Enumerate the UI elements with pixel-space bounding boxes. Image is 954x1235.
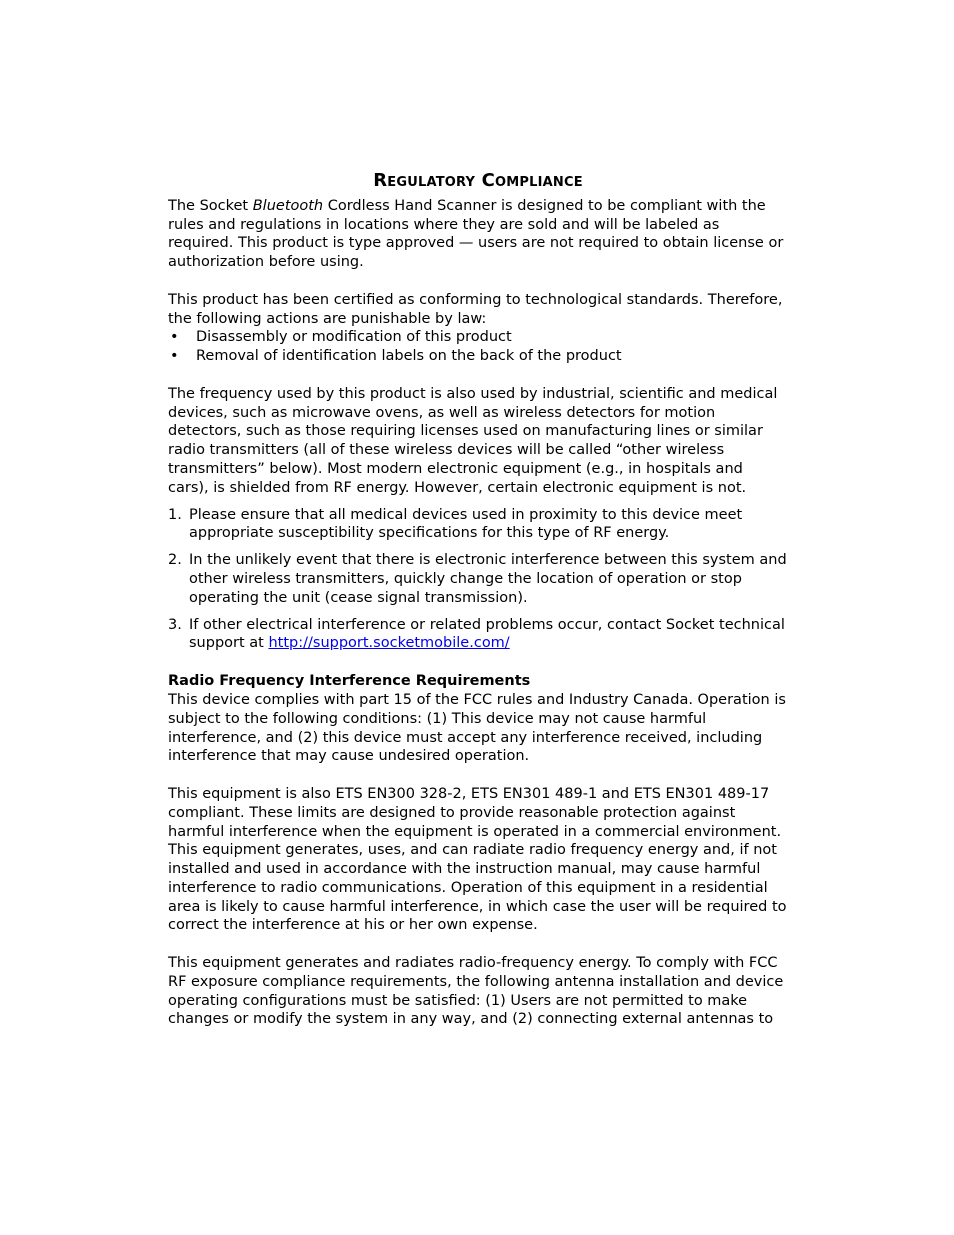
list-item-text: Disassembly or modification of this product [196,329,512,346]
list-item [168,347,788,366]
step-text: If other electrical interference or related problems occur, contact Socket technical support at [189,616,785,652]
step-number: 3. [168,616,182,633]
step-text: In the unlikely event that there is electronic interference between this system and other wireless transmitters, quickly change the location of operation or stop operating the unit (cease signal transmission). [189,552,787,606]
rf-section-heading: Radio Frequency Interference Requirements [168,673,531,690]
rf-paragraph-2: This equipment is also ETS EN300 328-2, ETS EN301 489-1 and ETS EN301 489-17 compliant. These limits are designed to provide reasonable protection against harmful interference when the equipment is operated in a commercial environment. This equipment generates, uses, and can radiate radio frequency energy and, if not installed and used in accordance with the instruction manual, may cause harmful interference to radio communications. Operation of this equipment in a residential area is likely to cause harmful interference, in which case the user will be required to correct the interference at his or her own expense. [168,785,787,934]
support-link[interactable]: http://support.socketmobile.com/ [268,635,510,652]
document-page [168,172,788,1029]
bullet-icon: • [170,329,179,346]
step-text: Please ensure that all medical devices used in proximity to this device meet appropriate susceptibility specifications for this type of RF energy. [189,506,743,542]
bullet-icon: • [170,348,179,365]
certified-paragraph: This product has been certified as conforming to technological standards. Therefore, the following actions are punishable by law: [168,291,783,327]
frequency-paragraph: The frequency used by this product is also used by industrial, scientific and medical devices, such as microwave ovens, as well as wireless detectors for motion detectors, such as those requiring licenses used on manufacturing lines or similar radio transmitters (all of these wireless devices will be called “other wireless transmitters” below). Most modern electronic equipment (e.g., in hospitals and cars), is shielded from RF energy. However, certain electronic equipment is not. [168,385,778,496]
intro-text-start: The Socket [168,197,253,214]
list-item [168,506,788,544]
numbered-steps-list [168,506,788,654]
step-number: 1. [168,506,182,523]
rf-paragraph-1: This device complies with part 15 of the FCC rules and Industry Canada. Operation is subject to the following conditions: (1) This device may not cause harmful interference, and (2) this device must accept any interference received, including interference that may cause undesired operation. [168,691,786,765]
rf-paragraph-3: This equipment generates and radiates radio-frequency energy. To comply with FCC RF exposure compliance requirements, the following antenna installation and device operating configurations must be satisfied: (1) Users are not permitted to make changes or modify the system in any way, and (2) connecting external antennas to [168,955,784,1028]
list-item [168,551,788,607]
list-item-text: Removal of identification labels on the back of the product [196,348,622,365]
bluetooth-brand: Bluetooth [252,197,324,214]
prohibited-actions-list [168,328,788,366]
step-number: 2. [168,552,182,569]
list-item [168,328,788,347]
intro-text-end: Cordless Hand Scanner is designed to be compliant with the rules and regulations in locations where they are sold and will be labeled as required. This product is type approved — users are not required to obtain license or authorization before using. [168,197,784,271]
page-title: Regulatory Compliance [373,170,583,191]
list-item [168,616,788,654]
intro-paragraph [168,197,788,272]
